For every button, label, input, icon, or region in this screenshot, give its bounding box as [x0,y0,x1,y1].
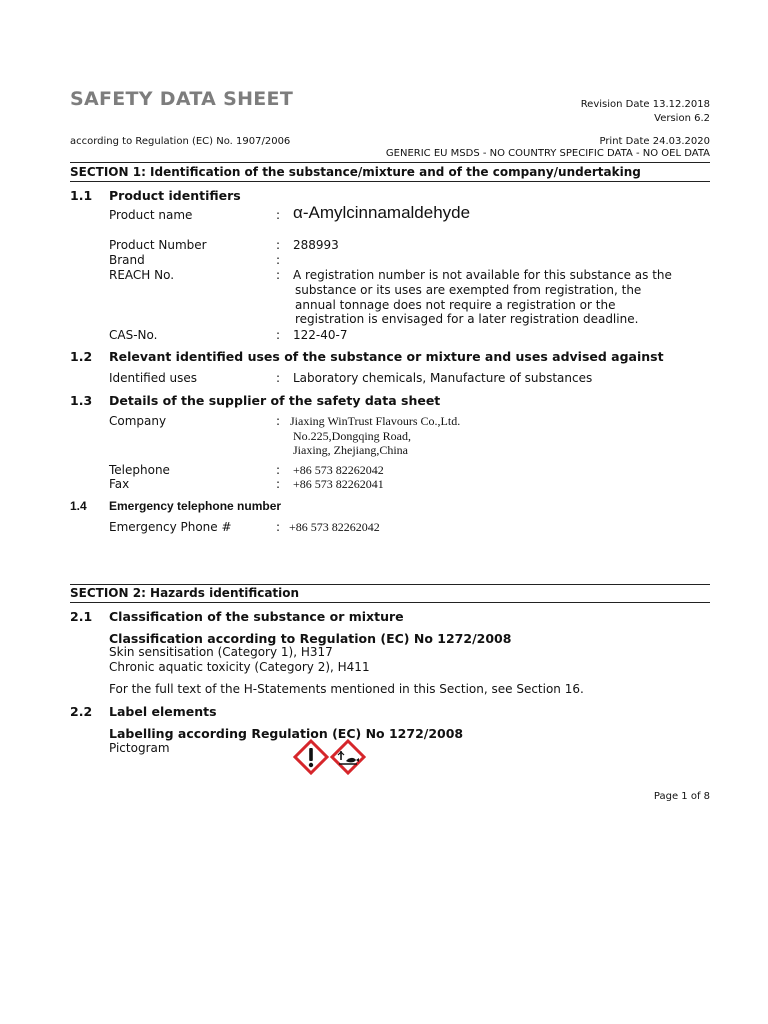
reach-line: A registration number is not available for this substance as the [293,268,672,282]
company-address: No.225,Dongqing Road, [293,429,411,443]
colon: : [276,520,281,534]
colon: : [276,208,281,222]
section-number: 1.2 [70,349,93,364]
section-number: 1.4 [70,499,87,513]
company-city: Jiaxing, Zhejiang,China [293,443,408,457]
telephone-label: Telephone [109,463,170,477]
identified-uses: Laboratory chemicals, Manufacture of substances [293,371,593,385]
environment-icon [330,739,366,775]
labelling-title: Labelling according Regulation (EC) No 1272/2008 [109,726,464,741]
divider [70,162,710,163]
pictogram-label: Pictogram [109,741,170,755]
regulation-reference: according to Regulation (EC) No. 1907/2006 [70,136,291,147]
colon: : [276,328,281,342]
fax-label: Fax [109,477,130,491]
colon: : [276,253,281,267]
subsection-title: Product identifiers [109,188,241,203]
divider [70,181,710,182]
section-number: 1.3 [70,393,93,408]
print-date: Print Date 24.03.2020 [599,136,710,147]
colon: : [276,371,281,385]
emergency-phone: +86 573 82262042 [289,520,380,534]
identified-uses-label: Identified uses [109,371,198,385]
reach-label: REACH No. [109,268,175,282]
subsection-title: Emergency telephone number [109,499,282,513]
colon: : [276,414,281,428]
product-name-label: Product name [109,208,193,222]
exclamation-mark-icon [293,739,329,775]
version: Version 6.2 [654,113,710,124]
colon: : [276,238,281,252]
reach-line: registration is envisaged for a later registration deadline. [295,312,639,326]
colon: : [276,463,281,477]
divider [70,584,710,585]
company-label: Company [109,414,167,428]
hazard-class: Chronic aquatic toxicity (Category 2), H411 [109,660,370,674]
product-number: 288993 [293,238,339,252]
company-name: Jiaxing WinTrust Flavours Co.,Ltd. [290,414,461,428]
fax: +86 573 82262041 [293,477,384,491]
section1-heading: SECTION 1: Identification of the substance/mixture and of the company/undertaking [70,165,641,179]
document-title: SAFETY DATA SHEET [70,88,294,110]
subsection-title: Label elements [109,704,217,719]
hazard-class: Skin sensitisation (Category 1), H317 [109,645,333,659]
colon: : [276,477,281,491]
subsection-title: Details of the supplier of the safety data sheet [109,393,441,408]
section-number: 2.2 [70,704,93,719]
classification-title: Classification according to Regulation (EC) No 1272/2008 [109,631,512,646]
divider [70,602,710,603]
reach-line: substance or its uses are exempted from registration, the [295,283,642,297]
telephone: +86 573 82262042 [293,463,384,477]
emergency-phone-label: Emergency Phone # [109,520,232,534]
subsection-title: Classification of the substance or mixture [109,609,404,624]
reach-line: annual tonnage does not require a registration or the [295,298,616,312]
h-statement-note: For the full text of the H-Statements mentioned in this Section, see Section 16. [109,682,584,696]
cas-number: 122-40-7 [293,328,348,342]
revision-date: Revision Date 13.12.2018 [580,99,710,110]
page-number: Page 1 of 8 [653,791,710,802]
product-name: α-Amylcinnamaldehyde [293,203,471,222]
cas-label: CAS-No. [109,328,158,342]
brand-label: Brand [109,253,145,267]
section-number: 1.1 [70,188,93,203]
generic-note: GENERIC EU MSDS - NO COUNTRY SPECIFIC DATA - NO OEL DATA [385,148,710,159]
section2-heading: SECTION 2: Hazards identification [70,586,300,600]
colon: : [276,268,281,282]
section-number: 2.1 [70,609,93,624]
subsection-title: Relevant identified uses of the substance or mixture and uses advised against [109,349,664,364]
product-number-label: Product Number [109,238,207,252]
